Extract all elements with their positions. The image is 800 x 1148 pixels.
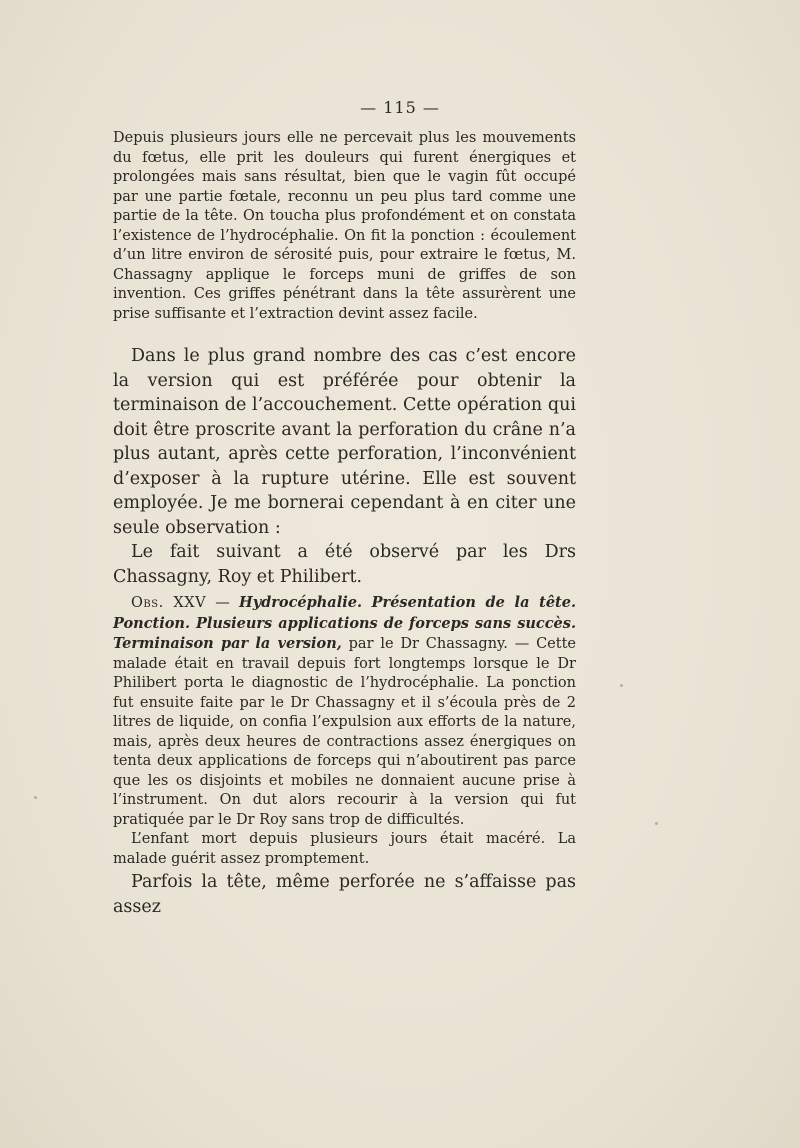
case-paragraph-block bbox=[113, 129, 576, 324]
observation-block bbox=[113, 593, 576, 869]
final-line-block bbox=[113, 870, 576, 919]
observation-outcome: L’enfant mort depuis plusieurs jours était macéré. La malade guérit assez promptement. bbox=[113, 831, 576, 867]
body-paragraph-1: Dans le plus grand nombre des cas c’est encore la version qui est préférée pour obtenir la terminaison de l’accouchement. Cette opération qui doit être proscrite avant la perforation du crâne n’a plus autant, après cette perforation, l’inconvénient d’exposer à la rupture utérine. Elle est souvent employée. Je me bornerai cependant à en citer une seule observation : bbox=[113, 346, 576, 538]
observation-text: par le Dr Chassagny. — Cette malade était en travail depuis fort longtemps lorsque le Dr Philibert porta le diagnostic de l’hydrocéphalie. La ponction fut ensuite faite par le Dr Chassagny et il s’écoula près de 2 litres de liquide, on confia l’expulsion aux efforts de la nature, mais, après deux heures de contractions assez énergiques on tenta deux applications de forceps qui n’aboutirent pas parce que les os disjoints et mobiles ne donnaient aucune prise à l’instrument. On dut alors recourir à la version qui fut pratiquée par le Dr Roy sans trop de difficultés. bbox=[113, 636, 576, 828]
observation-label: Obs. XXV bbox=[131, 595, 207, 611]
page-number: — 115 — bbox=[360, 98, 440, 117]
paper-spot bbox=[620, 684, 623, 687]
body-paragraph-2: Le fait suivant a été observé par les Drs Chassagny, Roy et Philibert. bbox=[113, 542, 576, 587]
final-line: Parfois la tête, même perforée ne s’affaisse pas assez bbox=[113, 872, 576, 917]
observation-paragraph bbox=[113, 593, 576, 830]
case-paragraph: Depuis plusieurs jours elle ne percevait plus les mouvements du fœtus, elle prit les douleurs qui furent énergiques et prolongées mais sans résultat, bien que le vagin fût occupé par une partie fœtale, reconnu un peu plus tard comme une partie de la tête. On toucha plus profondément et on constata l’existence de l’hydrocéphalie. On fit la ponction : écoulement d’un litre environ de sérosité puis, pour extraire le fœtus, M. Chassagny applique le forceps muni de griffes de son invention. Ces griffes pénétrant dans la tête assurèrent une prise suffisante et l’extraction devint assez facile. bbox=[113, 130, 576, 322]
observation-dash: — bbox=[206, 595, 239, 611]
body-text-block bbox=[113, 344, 576, 589]
paper-spot bbox=[655, 822, 658, 825]
observation-title: Hydrocéphalie. Présentation de la tête. Ponction. Plusieurs applications de forceps sans succès. Terminaison par la version, bbox=[113, 594, 577, 652]
paper-spot bbox=[34, 796, 37, 799]
